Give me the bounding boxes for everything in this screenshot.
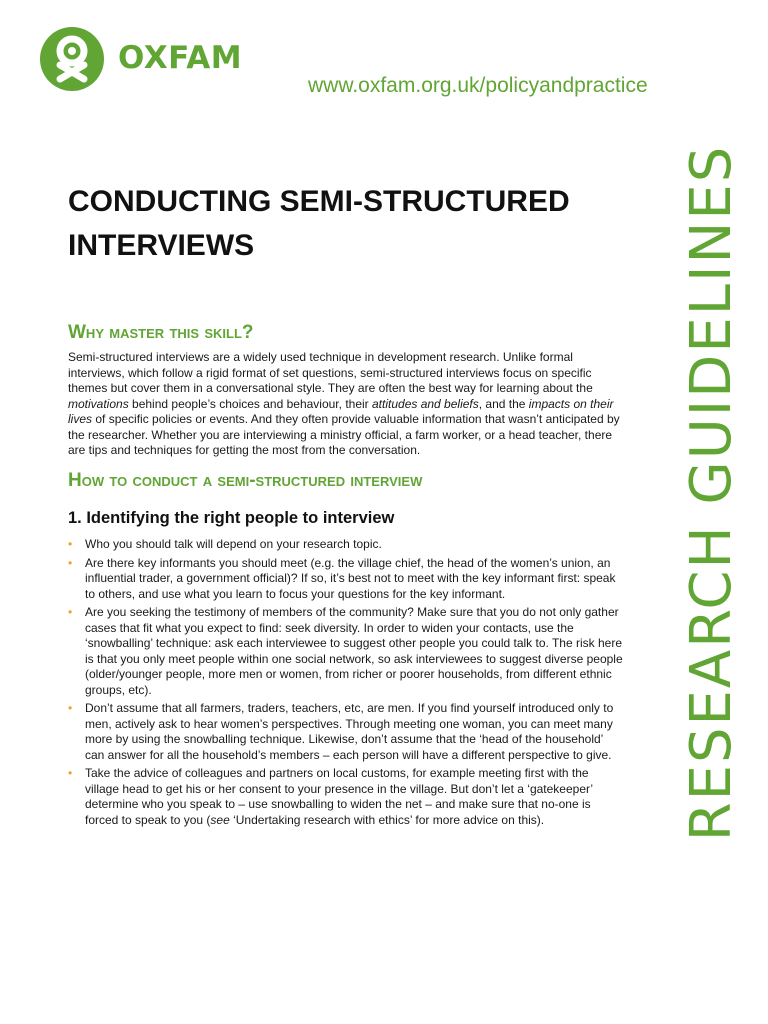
list-item-text-b: ‘Undertaking research with ethics’ for more advice on this). — [229, 812, 545, 827]
list-item-text: Are you seeking the testimony of members of the community? Make sure that you do not only gather cases that fit what you expect to find: seek diversity. In order to widen your contacts, use the ‘snowballing’ technique: ask each interviewee to suggest other people you could talk to. The risk here is that you only meet people within one social network, so ask interviewees to suggest diverse people (older/younger people, more men or women, from richer or poorer households, from different ethnic groups, etc). — [85, 605, 623, 697]
intro-text-2: behind people’s choices and behaviour, their — [128, 396, 372, 411]
intro-emphasis-attitudes: attitudes and beliefs — [372, 396, 479, 411]
page-title — [68, 180, 623, 268]
list-item-text: Are there key informants you should meet (e.g. the village chief, the head of the women’s union, an influential trader, a government official)? If so, it’s best not to meet with the key informant first: speak to others, and use what you learn to focus your questions for the key informant. — [85, 555, 616, 601]
section-heading-how: How to conduct a semi-structured interview — [68, 470, 423, 491]
section-heading-why: Why master this skill? — [68, 322, 254, 343]
list-item — [68, 605, 623, 698]
title-line-1: CONDUCTING SEMI-STRUCTURED — [68, 185, 570, 218]
bullet-icon: • — [68, 766, 73, 780]
intro-text-4: of specific policies or events. And they often provide valuable information that wasn’t anticipated by the researcher. Whether you are interviewing a ministry official, a farm worker, or a head teacher, there are tips and techniques for getting the most from the conversation. — [68, 412, 620, 457]
subsection-heading: 1. Identifying the right people to interview — [68, 509, 395, 527]
website-link[interactable]: www.oxfam.org.uk/policyandpractice — [308, 74, 648, 97]
bullet-icon: • — [68, 701, 73, 715]
bullet-icon: • — [68, 605, 73, 619]
list-item-text: Don’t assume that all farmers, traders, teachers, etc, are men. If you find yourself introduced only to men, actively ask to hear women’s perspectives. Through meeting one woman, you can meet many more by using the snowballing technique. Likewise, don’t assume that the ‘head of the household’ can answer for all the household’s members – each person will have a different perspective to give. — [85, 701, 614, 762]
side-title-text: RESEARCH GUIDELINES — [679, 144, 744, 842]
bullet-icon: • — [68, 555, 73, 570]
intro-text-1: Semi-structured interviews are a widely used technique in development research. Unlike formal interviews, which follow a rigid format of set questions, semi-structured interviews focus on specific themes but cover them in a conversational style. They are often the best way for learning about the — [68, 350, 593, 395]
intro-text-3: , and the — [478, 396, 529, 411]
bullet-icon: • — [68, 537, 73, 551]
side-title — [680, 119, 744, 867]
intro-paragraph — [68, 350, 623, 459]
main-content — [68, 180, 623, 827]
intro-emphasis-motivations: motivations — [68, 396, 129, 411]
list-item-text: Who you should talk will depend on your research topic. — [85, 537, 382, 551]
intro-emphasis-impacts: impacts on their lives — [68, 396, 614, 426]
oxfam-person-icon — [40, 27, 104, 91]
oxfam-wordmark: OXFAM — [118, 40, 243, 76]
list-item — [68, 537, 623, 553]
list-item — [68, 701, 623, 763]
list-item-emphasis-see: see — [210, 812, 230, 827]
bullet-list — [68, 537, 623, 831]
title-line-2: INTERVIEWS — [68, 229, 255, 262]
list-item — [68, 766, 623, 828]
oxfam-logo — [40, 27, 243, 97]
list-item-text-a: Take the advice of colleagues and partners on local customs, for example meeting first with the village head to get his or her consent to your presence in the village. But don’t let a ‘gatekeeper’ determine who you speak to – use snowballing to widen the net – and make sure that no-one is forced to speak to you ( — [85, 766, 593, 827]
list-item — [68, 556, 623, 603]
